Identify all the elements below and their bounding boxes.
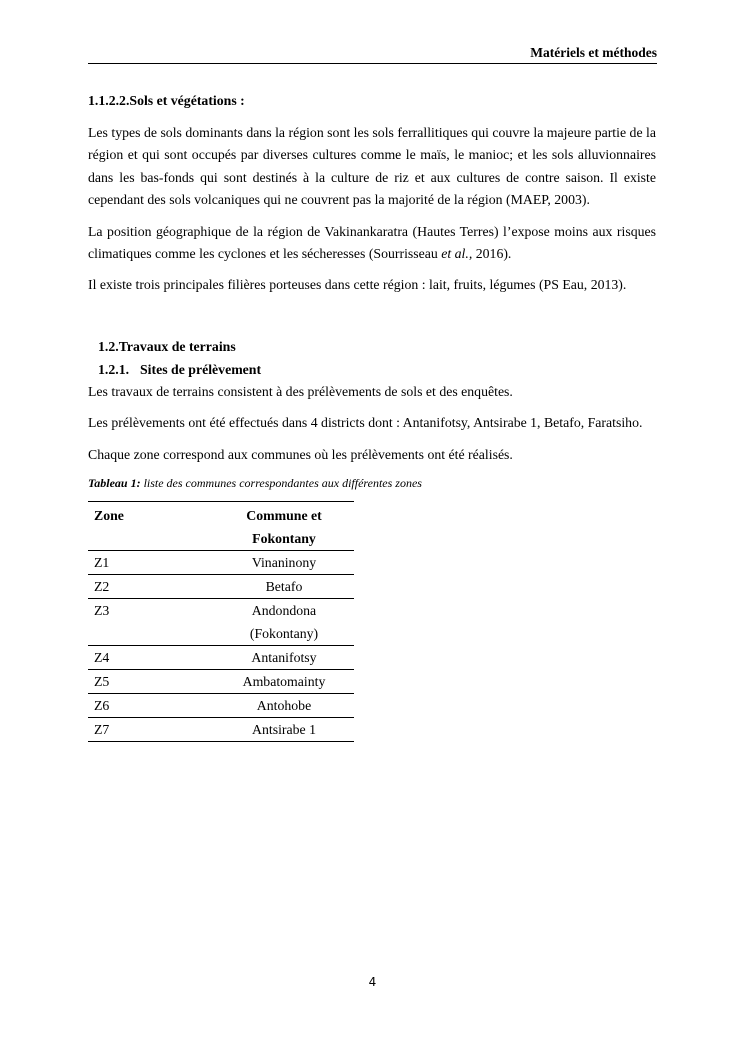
table-row [88, 694, 354, 718]
table-caption-label: Tableau 1: [88, 476, 141, 491]
zone-cell: Z1 [94, 555, 110, 571]
paragraph-sols-types: Les types de sols dominants dans la région sont les sols ferrallitiques qui couvre la majeure partie de la région et qui sont occupés par diverses cultures comme le maïs, le manioc; et les sols alluvionnaires dans les bas-fonds qui sont destinés à la culture de riz et aux cultures de contre saison. Il existe cependant des sols volcaniques qui ne couvrent pas la majorité de la région (MAEP, 2003). [88, 125, 656, 208]
table-caption-text: liste des communes correspondantes aux différentes zones [140, 476, 422, 491]
subsection-heading-sites [98, 358, 656, 381]
commune-cell: Vinaninony [251, 555, 317, 571]
zone-cell: Z5 [94, 674, 110, 690]
subsection-number: 1.2.1. [98, 361, 130, 377]
commune-cell: Antsirabe 1 [252, 722, 316, 738]
paragraph-zones: Chaque zone correspond aux communes où les prélèvements ont été réalisés. [88, 446, 513, 462]
paragraph-text: 2016). [472, 246, 512, 262]
zone-cell: Z6 [94, 698, 110, 714]
page-content [88, 90, 656, 742]
commune-cell: Ambatomainty [242, 674, 326, 690]
commune-cell: Antanifotsy [251, 650, 317, 666]
column-header-commune [214, 502, 354, 551]
paragraph-position-geographique [88, 221, 656, 266]
table-row [88, 551, 354, 575]
table-caption [88, 475, 656, 491]
zone-cell: Z7 [94, 722, 110, 738]
section-heading-travaux: 1.2.Travaux de terrains [98, 338, 236, 354]
commune-cell: Antohobe [256, 698, 312, 714]
paragraph-filieres: Il existe trois principales filières porteuses dans cette région : lait, fruits, légumes (PS Eau, 2013). [88, 277, 627, 293]
subsection-title: Sites de prélèvement [140, 361, 262, 377]
commune-cell: Betafo [265, 579, 303, 595]
table-row [88, 599, 354, 646]
table-row [88, 670, 354, 694]
column-header-commune-line1: Commune et [246, 508, 322, 524]
table-header-row [88, 502, 354, 551]
commune-cell [214, 599, 354, 646]
commune-extra: (Fokontany) [249, 626, 319, 642]
citation-etal: et al., [441, 246, 473, 262]
table-row [88, 575, 354, 599]
commune-name: Andondona [251, 603, 317, 619]
zone-cell: Z3 [94, 603, 110, 619]
column-header-commune-line2: Fokontany [252, 531, 316, 547]
section-heading-sols: 1.1.2.2.Sols et végétations : [88, 93, 245, 108]
paragraph-travaux: Les travaux de terrains consistent à des prélèvements de sols et des enquêtes. [88, 383, 513, 399]
paragraph-text: La position géographique de la région de Vakinankaratra (Hautes Terres) l’expose moins aux risques climatiques comme les cyclones et les sécheresses (Sourrisseau [88, 223, 656, 262]
communes-table [88, 501, 354, 742]
running-header: Matériels et méthodes [88, 43, 657, 64]
column-header-zone: Zone [94, 508, 124, 524]
paragraph-prelevements: Les prélèvements ont été effectués dans 4 districts dont : Antanifotsy, Antsirabe 1, Betafo, Faratsiho. [88, 415, 643, 431]
table-row [88, 646, 354, 670]
page-number: 4 [368, 975, 377, 989]
zone-cell: Z4 [94, 650, 110, 666]
table-row [88, 718, 354, 742]
zone-cell: Z2 [94, 579, 110, 595]
